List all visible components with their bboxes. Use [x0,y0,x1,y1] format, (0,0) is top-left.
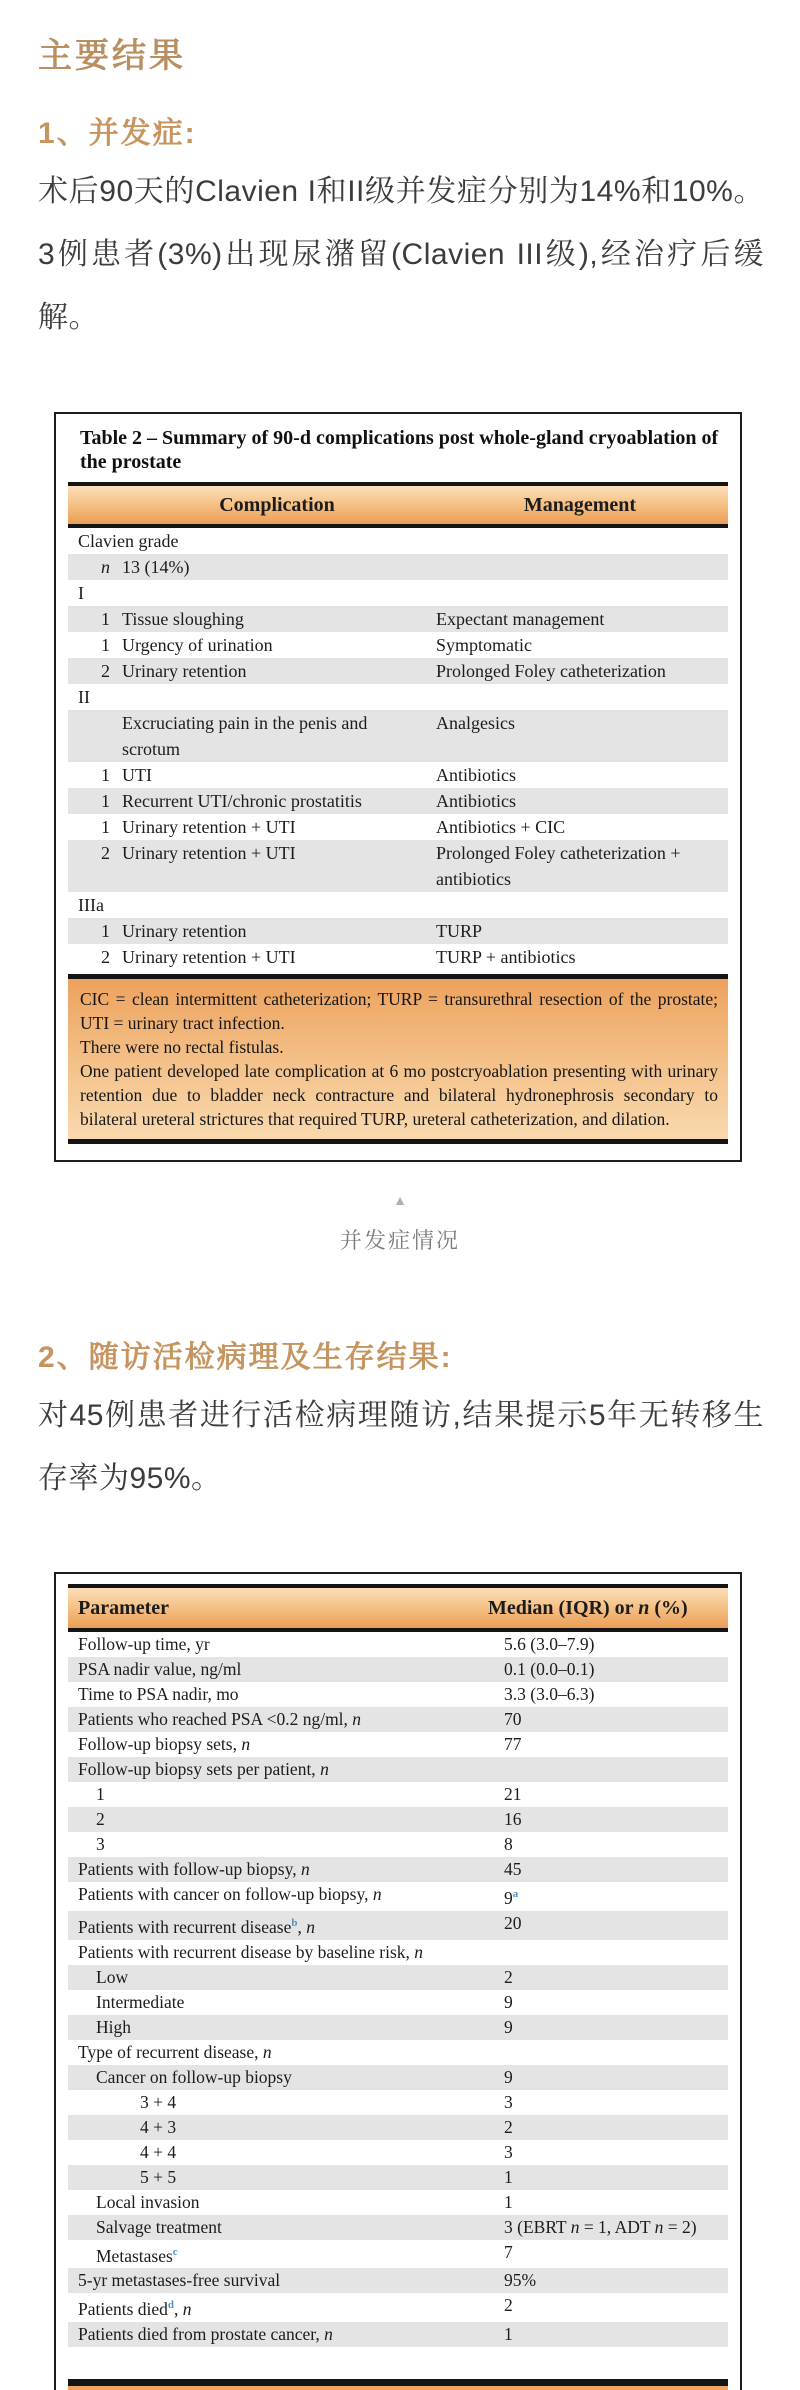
section-2-heading: 2、随访活检病理及生存结果: [38,1341,453,1374]
section-1-paragraph: 术后90天的Clavien I和II级并发症分别为14%和10%。3例患者(3%)出现尿潴留(Clavien III级),经治疗后缓解。 [38,175,764,334]
table-row: Follow-up biopsy sets per patient, n [68,1757,728,1782]
table-1-footnotes [68,974,728,1144]
table-2-footnote-strip [68,2386,728,2390]
table-row: Excruciating pain in the penis and scrotum Analgesics [68,710,728,762]
table-row: PSA nadir value, ng/ml 0.1 (0.0–0.1) [68,1657,728,1682]
table-row: 2 16 [68,1807,728,1832]
table-2-bottom-rule [68,2379,728,2386]
table-1-col-complication: Complication [219,493,335,516]
table-row: Intermediate 9 [96,1991,513,2012]
figure-table-1 [54,412,742,1162]
figure-1-caption: 并发症情况 [339,1228,460,1253]
table-row: Salvage treatment 3 (EBRT n = 1, ADT n = 2) [68,2215,728,2240]
table-row: 2 Urinary retention + UTI TURP + antibiotics [101,947,576,967]
table-row: Time to PSA nadir, mo 3.3 (3.0–6.3) [78,1684,595,1704]
table-footnote: CIC = clean intermittent catheterization; TURP = transurethral resection of the prostate; UTI = urinary tract infection. [80,989,718,1033]
table-row: High 9 [68,2015,728,2040]
table-1-header [68,482,728,528]
table-row: 1 Urinary retention TURP [68,918,728,944]
table-row: II [78,687,90,707]
table-row: 2 Urinary retention Prolonged Foley catheterization [68,658,728,684]
table-row: Low 2 [68,1965,728,1990]
table-row: 2 Urinary retention + UTI Prolonged Foley catheterization + antibiotics [68,840,728,892]
table-1-title: Table 2 – Summary of 90-d complications post whole-gland cryoablation of the prostate [80,427,719,473]
table-2-col-value: Median (IQR) or n (%) [488,1596,688,1619]
table-row: 4 + 3 2 [68,2115,728,2140]
table-row: 5-yr metastases-free survival 95% [68,2268,728,2293]
table-row: 5 + 5 1 [68,2165,728,2190]
table-row: 1 Urinary retention + UTI Antibiotics + CIC [101,817,566,837]
table-row: 3 8 [96,1834,513,1854]
table-row: Patients with recurrent disease by baseline risk, n [78,1941,424,1962]
table-row: 1 Recurrent UTI/chronic prostatitis Antibiotics [68,788,728,814]
table-row: Metastases$^c$ 7 [96,2241,513,2266]
table-footnote: One patient developed late complication at 6 mo postcryoablation presenting with urinary retention due to bladder neck contracture and bilateral hydronephrosis secondary to bilateral ureteral strictures that required TURP, ureteral catheterization, and dilation. [80,1061,718,1129]
figure-caption-group [0,1192,800,1255]
table-row: Cancer on follow-up biopsy 9 [68,2065,728,2090]
table-row: IIIa [78,895,104,915]
table-row: Patients with cancer on follow-up biopsy, n 9$^a$ [78,1884,519,1908]
table-row: 1 Urgency of urination Symptomatic [101,635,532,655]
table-row: Follow-up biopsy sets, n 77 [78,1734,522,1754]
table-row: Patients with follow-up biopsy, n 45 [68,1857,728,1882]
section-2-paragraph: 对45例患者进行活检病理随访,结果提示5年无转移生存率为95%。 [38,1399,764,1495]
table-2-header [68,1584,728,1632]
table-row: 3 + 4 3 [140,2091,513,2112]
table-row: n 13 (14%) [68,554,728,580]
table-row: Patients with recurrent disease$^b$, n 20 [68,1911,728,1940]
table-row: Patients died from prostate cancer, n 1 [68,2322,728,2347]
figure-table-2 [54,1572,742,2390]
table-row: 1 Tissue sloughing Expectant management [68,606,728,632]
main-heading: 主要结果 [38,38,186,75]
table-row: I [78,583,84,603]
triangle-up-icon: ▲ [393,1192,407,1208]
table-row: 4 + 4 3 [140,2141,513,2162]
table-row: 1 21 [96,1784,522,1804]
table-row: Clavien grade [78,531,179,551]
table-row: 1 UTI Antibiotics [101,765,516,785]
table-footnote: There were no rectal fistulas. [80,1037,284,1057]
table-row: Type of recurrent disease, n [78,2041,272,2062]
table-2-col-parameter: Parameter [78,1596,170,1619]
table-row: Patients died$^d$, n 2 [78,2295,513,2320]
section-1-heading: 1、并发症: [38,117,197,150]
table-1-col-management: Management [523,493,637,516]
table-row: Follow-up time, yr 5.6 (3.0–7.9) [78,1634,595,1654]
table-2-rows [68,1632,728,2347]
table-1-rows [68,528,728,970]
table-row: Local invasion 1 [96,2191,513,2212]
table-row: Patients who reached PSA <0.2 ng/ml, n 70 [68,1707,728,1732]
